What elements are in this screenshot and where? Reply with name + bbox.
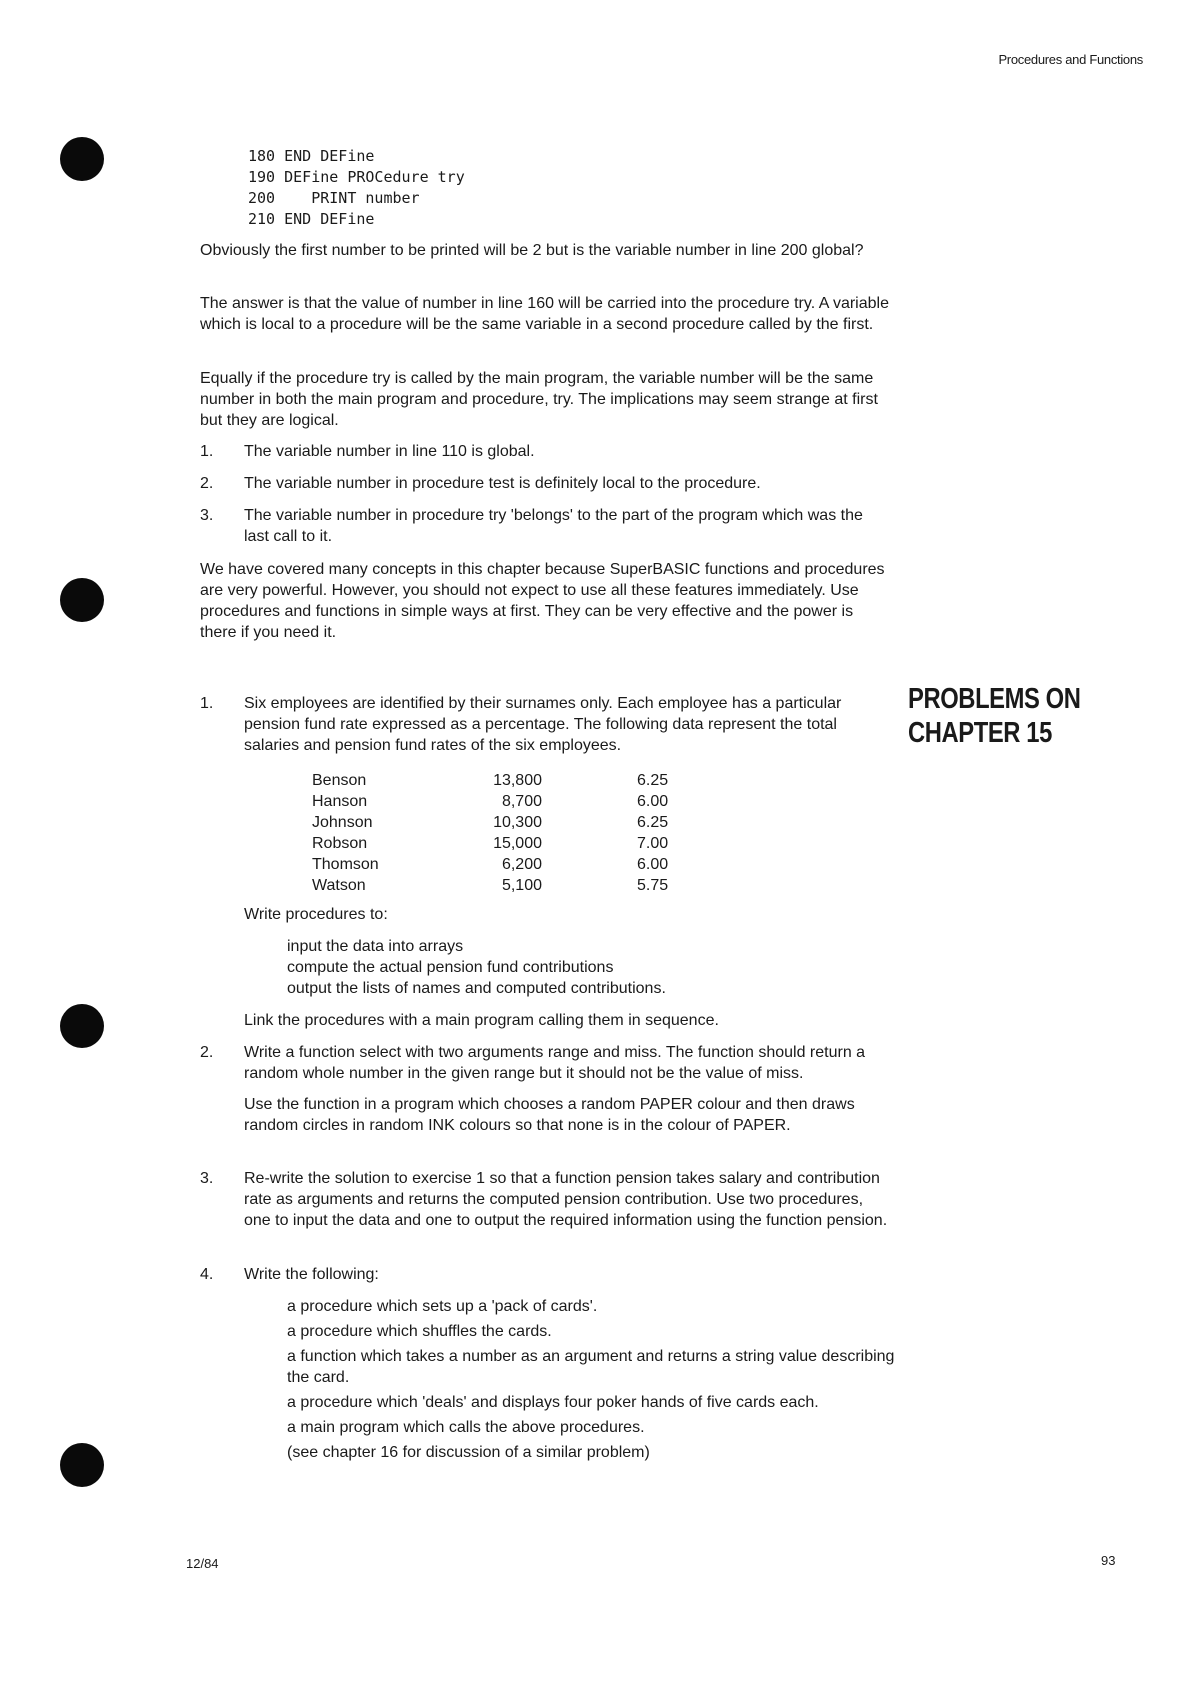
problem-item (200, 693, 890, 756)
heading-line: PROBLEMS ON (908, 683, 1081, 715)
name-cell: Hanson (312, 793, 368, 810)
sub-item: a function which takes a number as an argument and returns a string value describing the card. (287, 1348, 895, 1386)
paragraph: The answer is that the value of number in line 160 will be carried into the procedure try. A variable which is local to a procedure will be the same variable in a second procedure called by the first. (200, 295, 889, 333)
paragraph: We have covered many concepts in this chapter because SuperBASIC functions and procedures are very powerful. However, you should not expect to use all these features immediately. Use procedures and functions in simple ways at first. They can be very effective and the power is there if you need it. (200, 561, 885, 641)
list-text: The variable number in line 110 is global. (244, 443, 535, 460)
sub-item: a procedure which sets up a 'pack of cards'. (287, 1298, 598, 1315)
problem-text: Write the following: (244, 1266, 379, 1283)
name-cell: Johnson (312, 814, 373, 831)
running-header: Procedures and Functions (998, 52, 1143, 67)
table-row (312, 833, 712, 854)
rate-cell: 6.25 (637, 814, 669, 831)
table-row (312, 770, 712, 791)
salary-cell: 10,300 (493, 814, 542, 831)
binder-hole (60, 578, 104, 622)
problem-item (200, 1042, 890, 1136)
problem-text: Write a function select with two arguments range and miss. The function should return a random whole number in the given range but it should not be the value of miss. (244, 1044, 866, 1082)
paragraph: Equally if the procedure try is called by the main program, the variable number will be the same number in both the main program and procedure, try. The implications may seem strange at first but they are logical. (200, 370, 878, 429)
list-item (200, 505, 890, 547)
step-list (287, 936, 907, 999)
salary-cell: 15,000 (493, 835, 542, 852)
step-item: compute the actual pension fund contributions (287, 959, 614, 976)
name-cell: Watson (312, 877, 366, 894)
step-item: output the lists of names and computed contributions. (287, 980, 666, 997)
page-number: 93 (1101, 1553, 1116, 1568)
footer-date: 12/84 (186, 1556, 219, 1571)
data-table (312, 770, 712, 896)
salary-cell: 8,700 (501, 793, 542, 810)
table-row (312, 854, 712, 875)
sub-item: a procedure which shuffles the cards. (287, 1323, 552, 1340)
problem-item (200, 1264, 890, 1285)
salary-cell: 6,200 (501, 856, 542, 873)
instruction-text: Link the procedures with a main program calling them in sequence. (244, 1012, 719, 1029)
list-text: The variable number in procedure test is definitely local to the procedure. (244, 475, 761, 492)
problem-number: 1. (200, 695, 214, 712)
code-line: 190 DEFine PROCedure try (248, 168, 465, 186)
rate-cell: 6.00 (637, 793, 669, 810)
name-cell: Thomson (312, 856, 379, 873)
binder-hole (60, 1443, 104, 1487)
code-listing (248, 146, 465, 230)
rate-cell: 5.75 (637, 877, 669, 894)
list-item (200, 441, 890, 462)
code-line: 180 END DEFine (248, 147, 375, 165)
problem-text: Six employees are identified by their surnames only. Each employee has a particular pension fund rate expressed as a percentage. The following data represent the total salaries and pension fund rates of the six employees. (244, 695, 842, 754)
problem-text: Re-write the solution to exercise 1 so that a function pension takes salary and contribution rate as arguments and returns the computed pension contribution. Use two procedures, one to input the data and one to output the required information using the function pension. (244, 1170, 888, 1229)
list-text: The variable number in procedure try 'belongs' to the part of the program which was the last call to it. (244, 507, 863, 545)
paragraph: Obviously the first number to be printed will be 2 but is the variable number in line 200 global? (200, 242, 864, 259)
list-number: 2. (200, 475, 214, 492)
section-heading (908, 682, 1081, 750)
sub-item: a main program which calls the above procedures. (287, 1419, 645, 1436)
problem-number: 3. (200, 1170, 214, 1187)
salary-cell: 13,800 (493, 772, 542, 789)
list-number: 3. (200, 507, 214, 524)
table-row (312, 791, 712, 812)
list-number: 1. (200, 443, 214, 460)
step-item: input the data into arrays (287, 938, 464, 955)
name-cell: Robson (312, 835, 368, 852)
rate-cell: 7.00 (637, 835, 669, 852)
table-row (312, 875, 712, 896)
problem-item (200, 1168, 890, 1231)
code-line: 210 END DEFine (248, 210, 375, 228)
binder-hole (60, 1004, 104, 1048)
list-item (200, 473, 890, 494)
sub-item: a procedure which 'deals' and displays four poker hands of five cards each. (287, 1394, 819, 1411)
heading-line: CHAPTER 15 (908, 717, 1052, 749)
binder-hole (60, 137, 104, 181)
problem-number: 4. (200, 1266, 214, 1283)
salary-cell: 5,100 (501, 877, 542, 894)
instruction-text: Write procedures to: (244, 906, 388, 923)
sub-item-list (287, 1296, 907, 1463)
rate-cell: 6.25 (637, 772, 669, 789)
name-cell: Benson (312, 772, 367, 789)
table-row (312, 812, 712, 833)
problem-text: Use the function in a program which chooses a random PAPER colour and then draws random circles in random INK colours so that none is in the colour of PAPER. (244, 1096, 855, 1134)
sub-item: (see chapter 16 for discussion of a similar problem) (287, 1444, 650, 1461)
problem-number: 2. (200, 1044, 214, 1061)
rate-cell: 6.00 (637, 856, 669, 873)
code-line: 200 PRINT number (248, 189, 420, 207)
